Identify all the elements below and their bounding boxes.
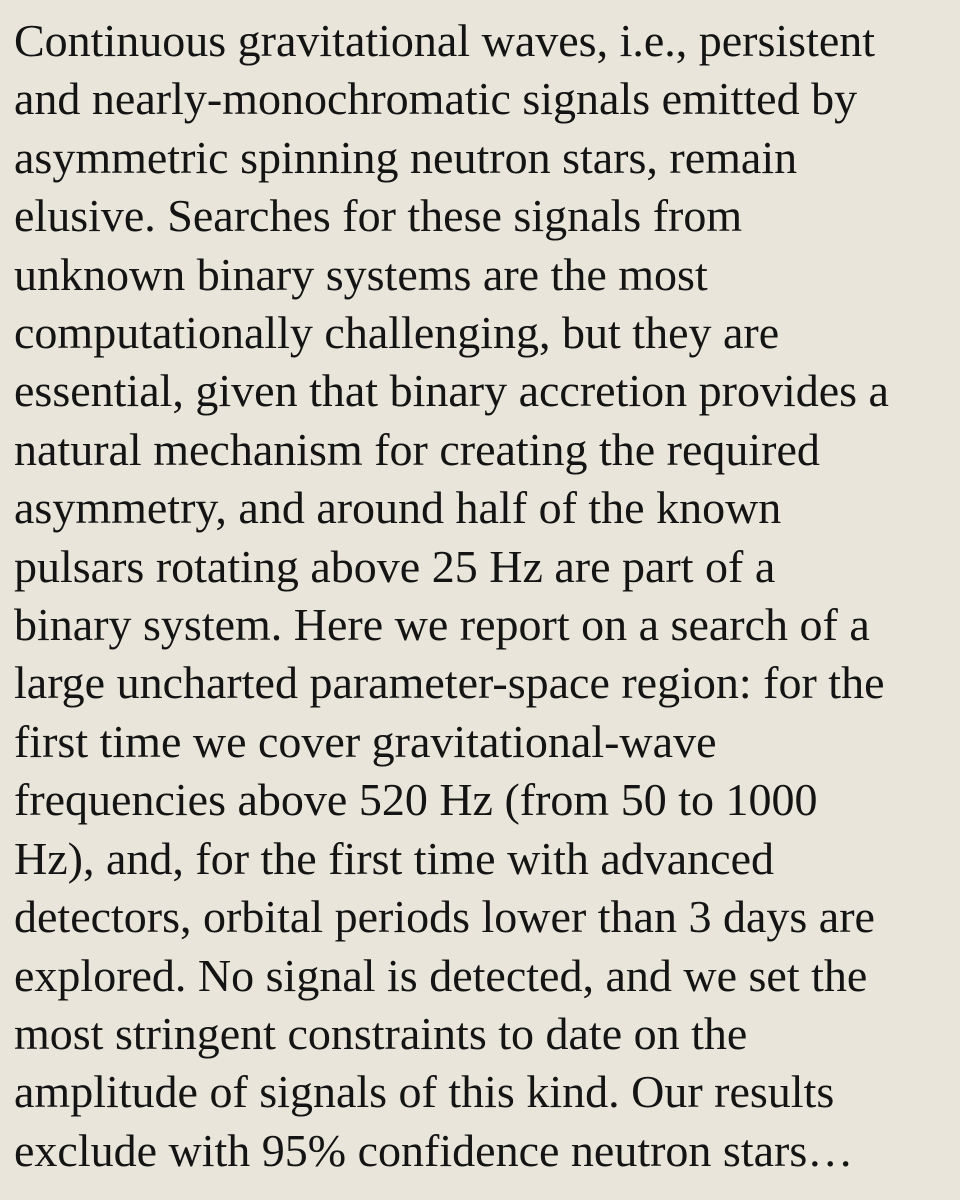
abstract-line: first time we cover gravitational-wave: [14, 715, 717, 767]
abstract-line: most stringent constraints to date on the: [14, 1007, 748, 1059]
abstract-line: Continuous gravitational waves, i.e., persistent: [14, 15, 876, 66]
abstract-line: explored. No signal is detected, and we set the: [14, 949, 868, 1001]
abstract-line: unknown binary systems are the most: [14, 248, 708, 300]
abstract-line: natural mechanism for creating the required: [14, 423, 820, 475]
abstract-line: essential, given that binary accretion provides a: [14, 365, 889, 417]
abstract-line: asymmetry, and around half of the known: [14, 482, 782, 534]
abstract-line: computationally challenging, but they are: [14, 307, 780, 359]
abstract-line: exclude with 95% confidence neutron stars…: [14, 1124, 854, 1176]
abstract-line: large uncharted parameter-space region: for the: [14, 657, 885, 709]
abstract-text-block: [14, 12, 960, 1180]
abstract-line: detectors, orbital periods lower than 3 days are: [14, 891, 875, 943]
abstract-line: asymmetric spinning neutron stars, remain: [14, 131, 798, 183]
abstract-line: binary system. Here we report on a search of a: [14, 599, 870, 651]
abstract-line: pulsars rotating above 25 Hz are part of a: [14, 540, 776, 592]
abstract-line: amplitude of signals of this kind. Our results: [14, 1066, 835, 1118]
abstract-line: elusive. Searches for these signals from: [14, 190, 743, 242]
abstract-line: frequencies above 520 Hz (from 50 to 1000: [14, 774, 818, 826]
abstract-line: and nearly-monochromatic signals emitted by: [14, 73, 858, 125]
abstract-line: Hz), and, for the first time with advanced: [14, 832, 775, 884]
